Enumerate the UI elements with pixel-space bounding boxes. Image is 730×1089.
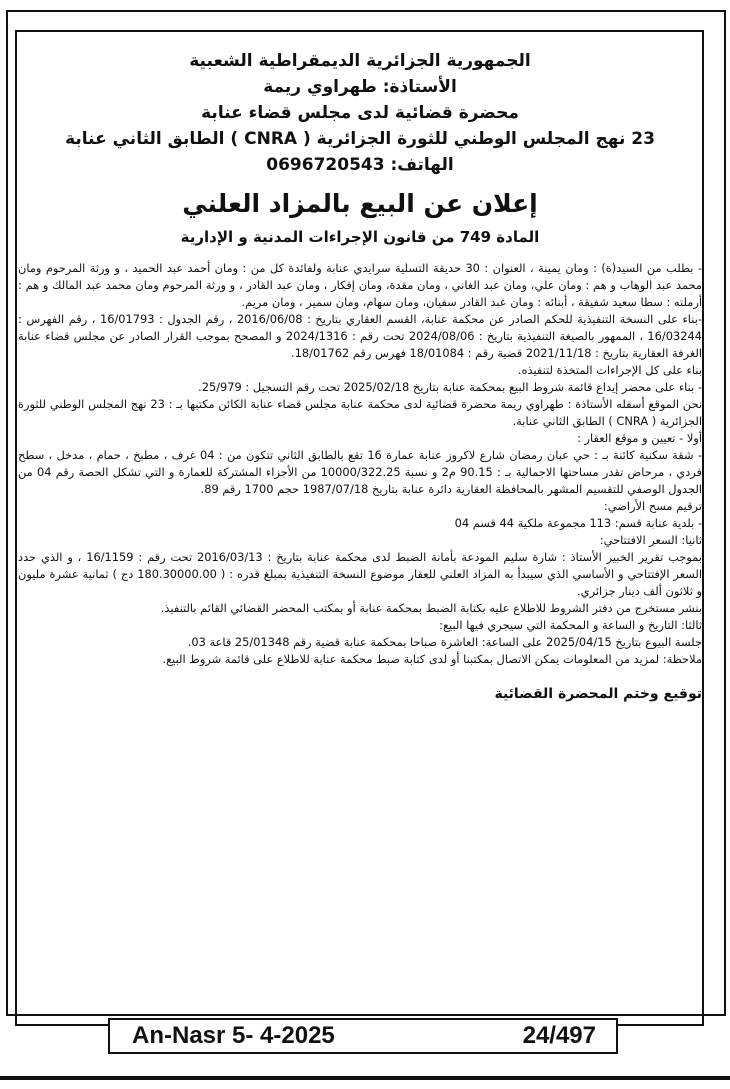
- header-bailiff-title: محضرة قضائية لدى مجلس قضاء عنابة: [201, 103, 519, 123]
- paragraph: - بطلب من السيد(ة) : ومان يمينة ، العنوان : 30 حديقة التسلية سرايدي عنابة ولفائدة كل من : ومان أحمد عبد الحميد ، و ورثة المرحوم ومان محمد عبد الوهاب و هم : ومان علي، ومان عبد الغاني ، ومان مقدة، ومان إفكار ، ومان عبد القادر ، و ورثة المرحوم ومان محمد عبد المالك و هم : أرملته : سطا سعيد شفيقة ، أبنائه : ومان عبد القادر سفيان، ومان سهام، ومان سمير ، ومان مريم.: [18, 261, 702, 309]
- paragraph: - بناء على محضر إيداع قائمة شروط البيع بمحكمة عنابة بتاريخ 2025/02/18 تحت رقم التسجيل : 25/979.: [198, 380, 702, 394]
- header-phone: الهاتف: 0696720543: [266, 155, 454, 175]
- publication-footer: [108, 1018, 618, 1054]
- header-republic: الجمهورية الجزائرية الديمقراطية الشعبية: [189, 51, 531, 71]
- header-bailiff-name: الأستاذة: طهراوي ريمة: [263, 77, 457, 97]
- signature-line: توقيع وختم المحضرة القضائية: [494, 686, 702, 702]
- paragraph: بناء على كل الإجراءات المتخذة لتنفيذه.: [517, 363, 702, 377]
- notice-content: [18, 48, 702, 702]
- paragraph: ثالثا: التاريخ و الساعة و المحكمة التي سيجري فيها البيع:: [439, 618, 702, 632]
- reference-number: 24/497: [522, 1022, 596, 1049]
- header: [18, 48, 702, 178]
- notice-subtitle: المادة 749 من قانون الإجراءات المدنية و الإدارية: [180, 228, 540, 246]
- paragraph: جلسة البيوع بتاريخ 2025/04/15 على الساعة: العاشرة صباحا بمحكمة عنابة قضية رقم 25/01348 قاعة 03.: [187, 635, 702, 649]
- paragraph: -بناء على النسخة التنفيذية للحكم الصادر عن محكمة عنابة، القسم العقاري بتاريخ : 2016/06/08 ، رقم الجدول : 16/01793 ، رقم الفهرس : 16/03244 ، الممهور بالصيغة التنفيذية بتاريخ : 2024/08/06 تحت رقم : 2024/1316 و المصحح بموجب القرار الصادر عن مجلس قضاء عنابة الغرفة العقارية بتاريخ : 2021/11/18 قضية رقم : 18/01084 فهرس رقم 18/01762.: [18, 312, 702, 360]
- paragraph: بنشر مستخرج من دفتر الشروط للاطلاع عليه بكتابة الضبط بمحكمة عنابة أو بمكتب المحضر القضائي القائم بالتنفيذ.: [160, 601, 702, 615]
- publication-date: An-Nasr 5- 4-2025: [132, 1022, 335, 1049]
- paragraph: - شقة سكنية كائنة بـ : حي عبان رمضان شارع لاكروز عنابة عمارة 16 تقع بالطابق الثاني تتكون من : 04 غرف ، مطبخ ، حمام ، مدخل ، سطح فردي ، مرحاض تقدر مساحتها الاجمالية بـ : 90.15 م2 و نسبة 10000/322.25 من الأجزاء المشتركة للعمارة و التي تشكل الحصة رقم 04 من الجدول الوصفي للتقسيم المشهر بالمحافظة العقارية دائرة عنابة بتاريخ 1987/07/18 حجم 1700 رقم 89.: [18, 448, 702, 496]
- paragraph: بموجب تقرير الخبير الأستاذ : شارة سليم المودعة بأمانة الضبط لدى محكمة عنابة بتاريخ : 2016/03/13 تحت رقم : 16/1159 ، و الذي حدد السعر الإفتتاحي و الأساسي الذي سيبدأ به المزاد العلني للعقار موضوع النسخة التنفيذية بمبلغ قدره : ( 180.30000.00 دج ) ثمانية عشرة مليون و ثلاثون ألف دينار جزائري.: [18, 550, 702, 598]
- notice-title: إعلان عن البيع بالمزاد العلني: [182, 189, 538, 218]
- paragraph: ثانيا: السعر الافتتاحي:: [599, 533, 702, 547]
- paragraph: ملاحظة: لمزيد من المعلومات يمكن الاتصال بمكتبنا أو لدى كتابة ضبط محكمة عنابة للاطلاع على قائمة شروط البيع.: [162, 652, 702, 666]
- paragraph: - بلدية عنابة قسم: 113 مجموعة ملكية 44 قسم 04: [454, 516, 702, 530]
- notice-body: [18, 260, 702, 668]
- header-address: 23 نهج المجلس الوطني للثورة الجزائرية ( CNRA ) الطابق الثاني عنابة: [65, 129, 655, 149]
- paragraph: ترقيم مسح الأراضي:: [603, 499, 702, 513]
- paragraph: نحن الموقع أسفله الأستاذة : طهراوي ريمة محضرة قضائية لدى محكمة عنابة مجلس قضاء عنابة الكائن مكتبها بـ : 23 نهج المجلس الوطني للثورة الجزائرية ( CNRA ) الطابق الثاني عنابة.: [18, 397, 703, 428]
- bottom-rule: [0, 1076, 730, 1080]
- paragraph: أولا - تعيين و موقع العقار :: [577, 431, 702, 445]
